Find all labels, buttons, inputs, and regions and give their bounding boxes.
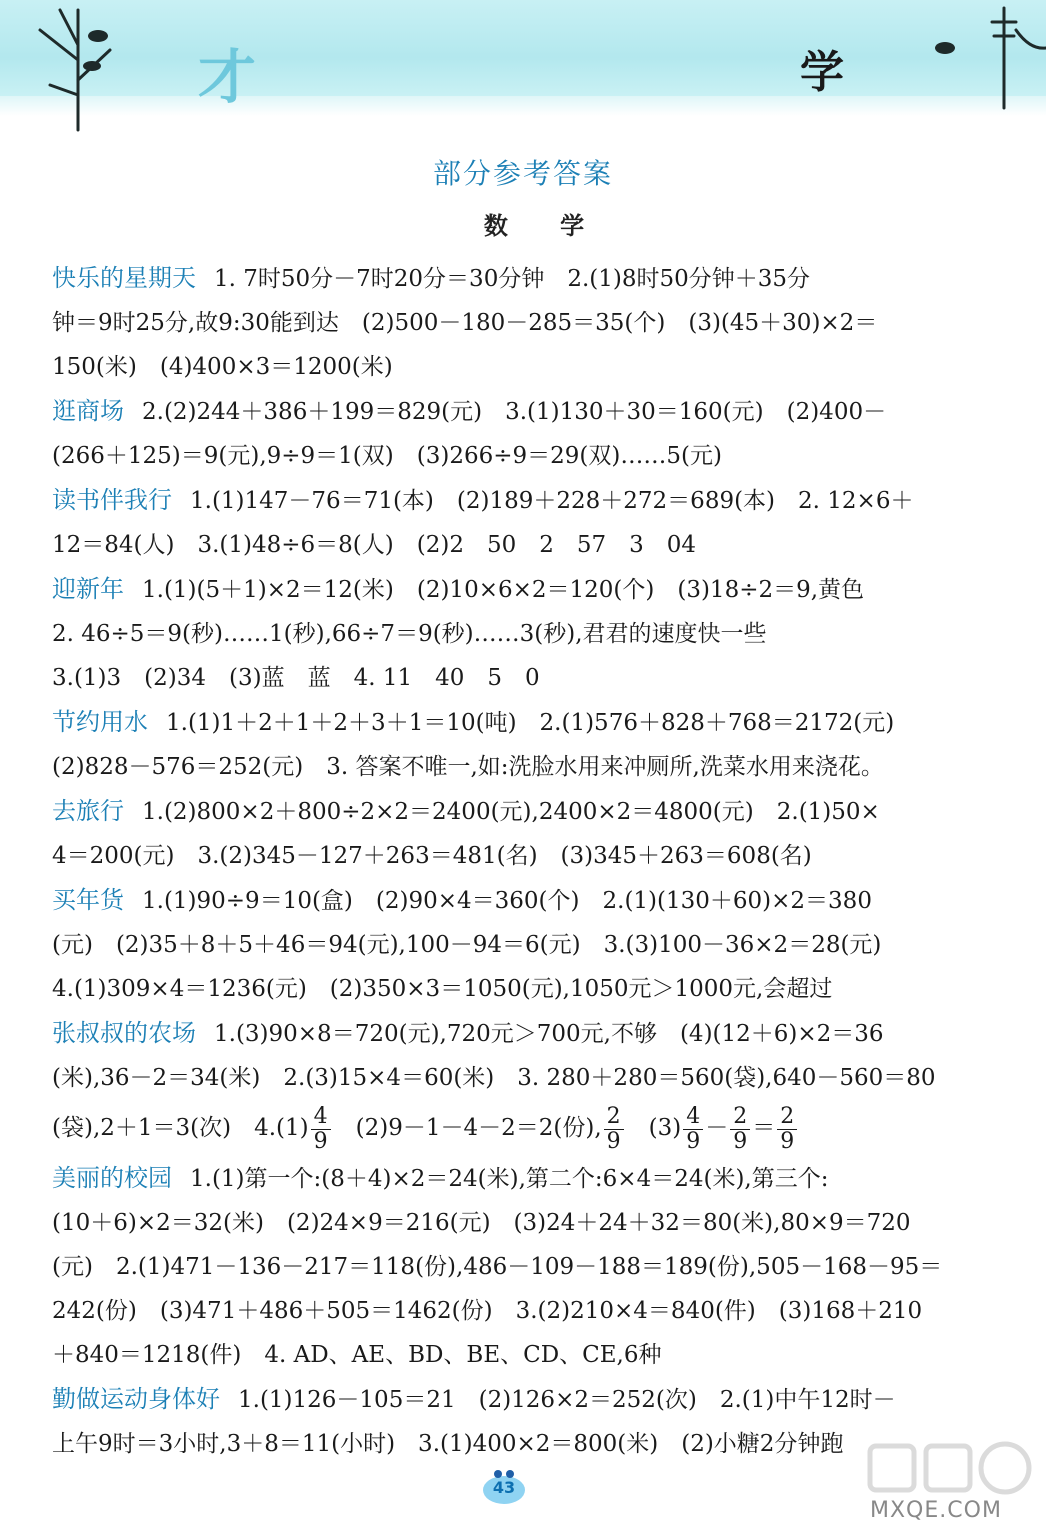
banner-right-text: 学 (800, 47, 852, 98)
section-title: 去旅行 (52, 797, 124, 825)
fraction: $\frac{4}{9}$ (311, 1105, 331, 1152)
answer-line: (266＋125)＝9(元),9÷9＝1(双) (3)266÷9＝29(双)……5(元) (52, 443, 722, 469)
answer-line: 迎新年 1.(1)(5＋1)×2＝12(米) (2)10×6×2＝120(个) (3)18÷2＝9,黄色 (52, 575, 865, 603)
section-title: 张叔叔的农场 (52, 1019, 196, 1047)
answer-line: 读书伴我行 1.(1)147－76＝71(本) (2)189＋228＋272＝689(本) 2. 12×6＋ (52, 486, 914, 514)
section-title: 读书伴我行 (52, 486, 172, 514)
answer-line: 买年货 1.(1)90÷9＝10(盒) (2)90×4＝360(个) 2.(1)(130＋60)×2＝380 (52, 886, 872, 914)
subject-title: 数 学 (483, 211, 607, 240)
answer-line: (米),36－2＝34(米) 2.(3)15×4＝60(米) 3. 280＋280＝560(袋),640－560＝80 (52, 1065, 936, 1091)
section-new-year-goods (52, 878, 952, 1011)
section-title: 节约用水 (52, 708, 148, 736)
answer-line: 2. 46÷5＝9(秒)……1(秒),66÷7＝9(秒)……3(秒),君君的速度快一些 (52, 621, 767, 647)
section-travel (52, 789, 952, 878)
answer-line: 242(份) (3)471＋486＋505＝1462(份) 3.(2)210×4＝840(件) (3)168＋210 (52, 1298, 923, 1324)
page-number: 43 (492, 1478, 516, 1497)
section-shopping-mall (52, 389, 952, 478)
answer-line: (2)828－576＝252(元) 3. 答案不唯一,如:洗脸水用来冲厕所,洗菜水用来浇花。 (52, 754, 884, 780)
answer-line: 钟＝9时25分,故9:30能到达 (2)500－180－285＝35(个) (3)(45＋30)×2＝ (52, 310, 878, 336)
section-title: 逛商场 (52, 397, 124, 425)
section-title: 买年货 (52, 886, 124, 914)
answer-line: (元) (2)35＋8＋5＋46＝94(元),100－94＝6(元) 3.(3)100－36×2＝28(元) (52, 932, 882, 958)
section-campus (52, 1156, 952, 1377)
answer-line: 美丽的校园 1.(1)第一个:(8＋4)×2＝24(米),第二个:6×4＝24(米),第三个: (52, 1164, 829, 1192)
banner-left-text: 才 (198, 43, 259, 111)
section-farm (52, 1011, 952, 1156)
watermark-text: MXQE.COM (870, 1498, 1002, 1523)
answer-line: 张叔叔的农场 1.(3)90×8＝720(元),720元＞700元,不够 (4)(12＋6)×2＝36 (52, 1019, 884, 1047)
answer-line: 150(米) (4)400×3＝1200(米) (52, 354, 393, 380)
answer-line: 去旅行 1.(2)800×2＋800÷2×2＝2400(元),2400×2＝4800(元) 2.(1)50× (52, 797, 880, 825)
answer-line: 节约用水 1.(1)1＋2＋1＋2＋3＋1＝10(吨) 2.(1)576＋828＋768＝2172(元) (52, 708, 895, 736)
section-save-water (52, 700, 952, 789)
answer-line: 逛商场 2.(2)244＋386＋199＝829(元) 3.(1)130＋30＝160(元) (2)400－ (52, 397, 887, 425)
answer-line: ＋840＝1218(件) 4. AD、AE、BD、BE、CD、CE,6种 (52, 1342, 662, 1368)
answers-content (52, 256, 952, 1466)
section-title: 美丽的校园 (52, 1164, 172, 1192)
section-title: 迎新年 (52, 575, 124, 603)
tree-branch-illustration (0, 0, 1046, 140)
answer-line: (10＋6)×2＝32(米) (2)24×9＝216(元) (3)24＋24＋32＝80(米),80×9＝720 (52, 1210, 911, 1236)
fraction: $\frac{2}{9}$ (777, 1105, 797, 1152)
section-new-year (52, 567, 952, 700)
answer-line: (元) 2.(1)471－136－217＝118(份),486－109－188＝189(份),505－168－95＝ (52, 1254, 943, 1280)
section-title: 勤做运动身体好 (52, 1385, 220, 1413)
answer-line: 勤做运动身体好 1.(1)126－105＝21 (2)126×2＝252(次) 2.(1)中午12时－ (52, 1385, 896, 1413)
section-title: 快乐的星期天 (52, 264, 196, 292)
fraction: $\frac{4}{9}$ (683, 1105, 703, 1152)
fraction: $\frac{2}{9}$ (730, 1105, 750, 1152)
answer-line: 4＝200(元) 3.(2)345－127＋263＝481(名) (3)345＋263＝608(名) (52, 843, 812, 869)
page-title: 部分参考答案 (432, 157, 613, 190)
section-happy-sunday (52, 256, 952, 389)
answer-line: 快乐的星期天 1. 7时50分－7时20分＝30分钟 2.(1)8时50分钟＋35分 (52, 264, 811, 292)
answer-line-fractions: (袋),2＋1＝3(次) 4.(1) $\frac{4}{9}$ (2)9－1－4－2＝2(份), $\frac{2}{9}$ (3) $\frac{4}{9}$ － $\frac{2}{9}$ ＝ $\frac{2}{9}$ (52, 1100, 952, 1156)
answer-line: 12＝84(人) 3.(1)48÷6＝8(人) (2)2 50 2 57 3 04 (52, 532, 697, 558)
section-exercise (52, 1377, 952, 1466)
answer-line: 上午9时＝3小时,3＋8＝11(小时) 3.(1)400×2＝800(米) (2)小糖2分钟跑 (52, 1431, 844, 1457)
fraction: $\frac{2}{9}$ (604, 1105, 624, 1152)
answer-line: 3.(1)3 (2)34 (3)蓝 蓝 4. 11 40 5 0 (52, 665, 540, 691)
answer-line: 4.(1)309×4＝1236(元) (2)350×3＝1050(元),1050元＞1000元,会超过 (52, 976, 833, 1002)
section-reading (52, 478, 952, 567)
